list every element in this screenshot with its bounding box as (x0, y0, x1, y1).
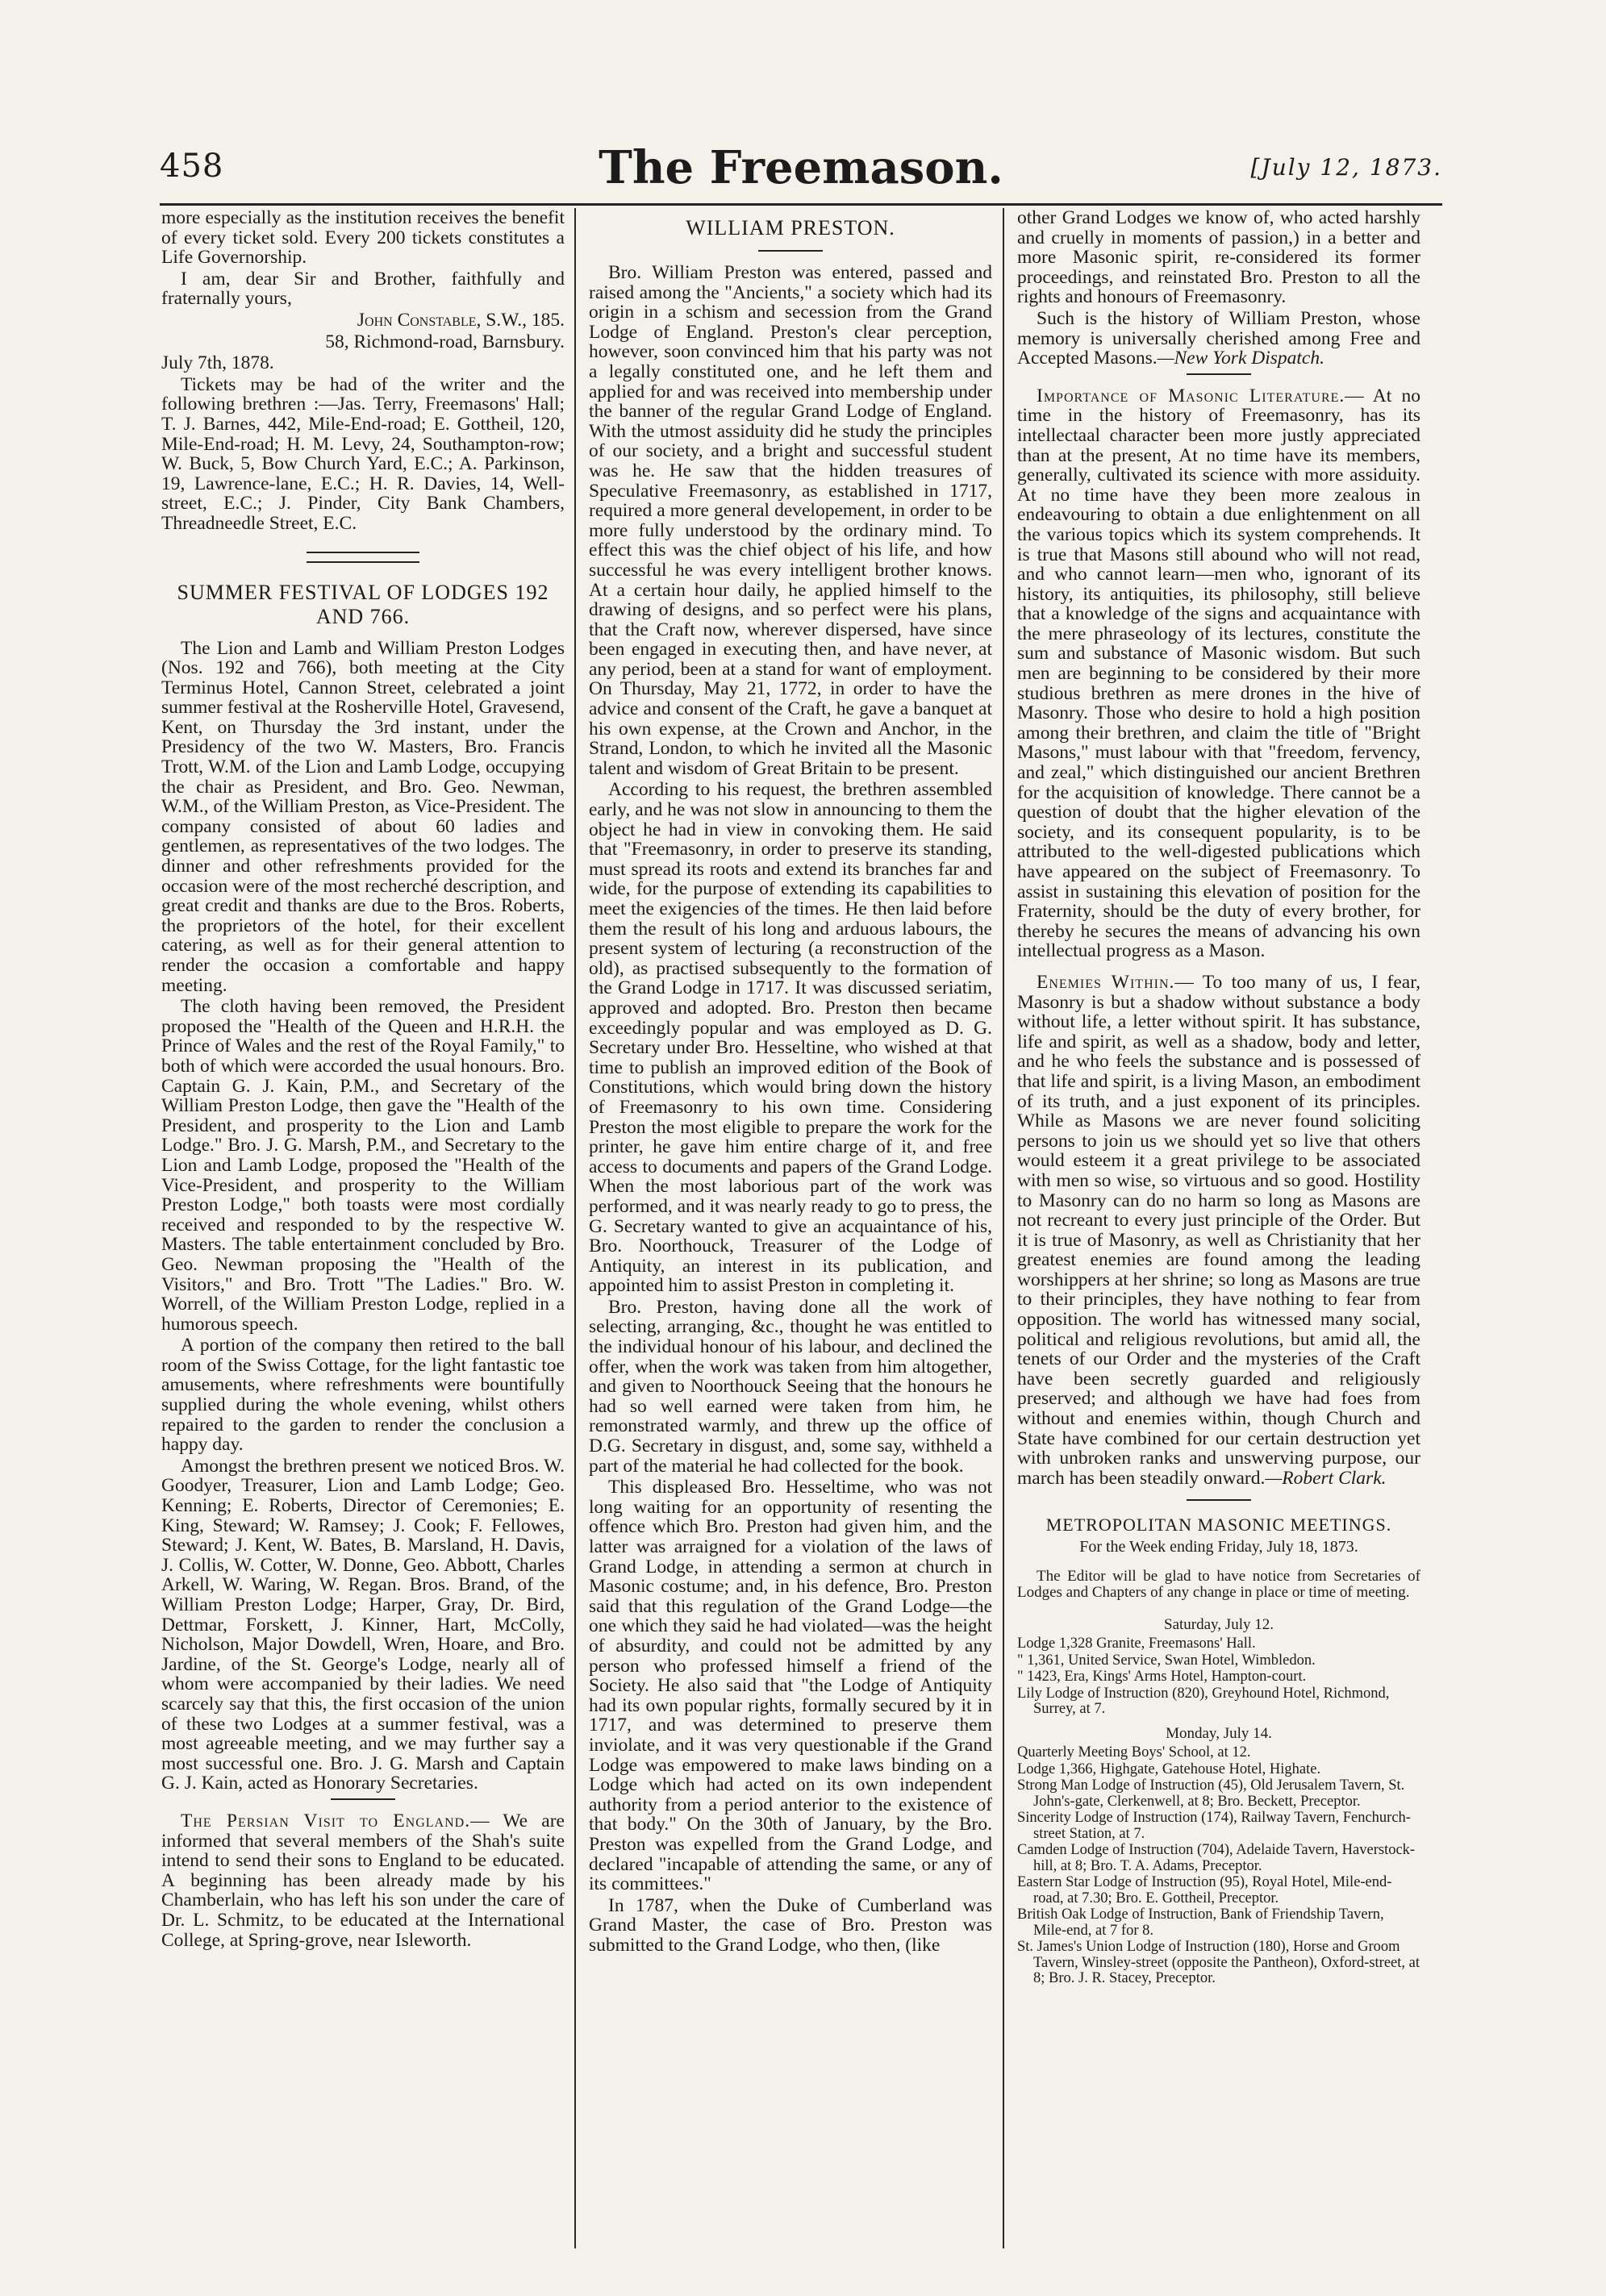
list-item: British Oak Lodge of Instruction, Bank of Friendship Tavern, Mile-end, at 7 for 8. (1017, 1906, 1384, 1939)
list-item: Eastern Star Lodge of Instruction (95), Royal Hotel, Mile-end-road, at 7.30; Bro. E. Gottheil, Preceptor. (1017, 1874, 1392, 1906)
column-right (1017, 208, 1420, 2248)
meetings-subheading: For the Week ending Friday, July 18, 1873. (1079, 1538, 1358, 1556)
page-header (160, 141, 1442, 198)
enemies-paragraph (1017, 973, 1420, 1488)
list-item: Strong Man Lodge of Instruction (45), Old Jerusalem Tavern, St. John's-gate, Clerkenwell, at 8; Bro. Beckett, Preceptor. (1017, 1777, 1405, 1810)
header-rule (160, 203, 1442, 206)
literature-text: — At no time in the history of Freemasonry, has its intellectaal character been more justly appreciated than at the present, At no time have its members, generally, cultivated its science with more assiduity. At no time have they been more zealous in endeavouring to obtain a due enlightenment on all the various topics which its system comprehends. It is true that Masons still abound who will not read, and who cannot learn—men who, ignorant of its history, its antiquities, its philosophy, still believe that a knowledge of the signs and acquaintance with the mere phraseology of its lectures, constitute the sum and substance of Masonic wisdom. But such men are beginning to be considered by their more studious brethren as mere drones in the hive of Masonry. Those who desire to hold a high position among their brethren, and claim the title of "Bright Masons," must labour with that "freedom, fervency, and zeal," which distinguished our ancient Brethren for the acquisition of knowledge. There cannot be a question of doubt that the higher elevation of the society, and its consequent popularity, is to be attributed to the well-digested publications which have appeared on the subject of Freemasonry. To assist in sustaining this elevation of position for the Fraternity, should be the duty of every brother, for thereby he secures the means of advancing his own intellectual progress as a Mason. (1017, 385, 1420, 962)
enemies-source: —Robert Clark. (1265, 1467, 1387, 1489)
literature-paragraph (1017, 386, 1420, 961)
list-item: Lodge 1,366, Highgate, Gatehouse Hotel, Highate. (1017, 1761, 1321, 1777)
preston-paragraph: Bro. Preston, having done all the work of selecting, arranging, &c., thought he was entitled to the individual honour of his labour, and declined the offer, when the work was taken from him altogether, and given to Noorthouck Seeing that the honours he had so well earned were taken from him, he remonstrated warmly, and threw up the office of D.G. Secretary in disgust, and, some say, withheld a part of the material he had collected for the book. (589, 1296, 992, 1477)
preston-paragraph: According to his request, the brethren assembled early, and he was not slow in announcing to them the object he had in view in convoking them. He said that "Freemasonry, in order to preserve its standing, must spread its roots and extend its branches far and wide, for the purpose of extending its capabilities to meet the exigencies of the times. He then laid before them the result of his long and arduous labours, the present system of lecturing (a reconstruction of the old), as practised subsequently to the formation of the Grand Lodge in 1717. It was discussed seriatim, approved and adopted. Bro. Preston then became exceedingly popular and was employed as D. G. Secretary under Bro. Hesseltine, who wished at that time to publish an improved edition of the Book of Constitutions, which would bring down the history of Freemasonry to his own time. Considering Preston the most eligible to prepare the work for the printer, he gave him entire charge of it, and free access to documents and papers of the Grand Lodge. When the most laborious part of the work was performed, and it was nearly ready to go to press, the G. Secretary wanted to give an acquaintance of his, Bro. Noorthouck, Treasurer of the Lodge of Antiquity, an interest in its publication, and appointed him to assist Preston in completing it. (589, 779, 992, 1297)
letter-date: July 7th, 1878. (161, 352, 274, 374)
list-item: Camden Lodge of Instruction (704), Adelaide Tavern, Haverstock-hill, at 8; Bro. T. A. Adams, Preceptor. (1017, 1842, 1416, 1874)
meetings-note: The Editor will be glad to have notice from Secretaries of Lodges and Chapters of any change in place or time of meeting. (1017, 1567, 1420, 1601)
meetings-heading: METROPOLITAN MASONIC MEETINGS. (1045, 1515, 1392, 1536)
masthead: The Freemason. (599, 141, 1003, 194)
section-divider (1187, 1499, 1251, 1501)
column-left (161, 208, 565, 2248)
letter-closing: I am, dear Sir and Brother, faithfully and fraternally yours, (161, 268, 565, 310)
letter-continuation: more especially as the institution receives the benefit of every ticket sold. Every 200 tickets constitutes a Life Governorship. (161, 208, 565, 269)
issue-date: [July 12, 1873. (1250, 154, 1442, 181)
preston-paragraph: In 1787, when the Duke of Cumberland was Grand Master, the case of Bro. Preston was submitted to the Grand Lodge, who then, (like (589, 1894, 992, 1956)
preston-continuation: other Grand Lodges we know of, who acted harshly and cruelly in moments of passion,) in a better and more Masonic spirit, re-considered its former proceedings, and reinstated Bro. Preston to all the rights and honours of Freemasonry. (1017, 208, 1420, 308)
section-divider (331, 1798, 395, 1800)
festival-paragraph: The Lion and Lamb and William Preston Lodges (Nos. 192 and 766), both meeting at the City Terminus Hotel, Cannon Street, celebrated a joint summer festival at the Rosherville Hotel, Gravesend, Kent, on Thursday the 3rd instant, under the Presidency of the two W. Masters, Bro. Francis Trott, W.M. of the Lion and Lamb Lodge, occupying the chair as President, and Bro. Geo. Newman, W.M., of the William Preston, as Vice-President. The company consisted of about 60 ladies and gentlemen, as representatives of the two lodges. The dinner and other refreshments provided for the occasion were of the most recherché description, and great credit and thanks are due to the Bros. Roberts, the proprietors of the hotel, for their excellent catering, as well as for their general attention to render the occasion a comfortable and happy meeting. (161, 637, 565, 996)
festival-paragraph: Amongst the brethren present we noticed Bros. W. Goodyer, Treasurer, Lion and Lamb Lodge; Geo. Kenning; E. Roberts, Director of Ceremonies; E. King, Steward; W. Ramsey; J. Cook; F. Fellowes, Steward; J. Kent, W. Bates, B. Marsland, H. Davis, J. Collis, W. Cotter, W. Donne, Geo. Abbott, Charles Arkell, W. Waring, W. Regan. Bros. Brand, of the William Preston Lodge; Harper, Gray, Dr. Bird, Dettmar, Forskett, J. Kinner, Hart, McColly, Nicholson, Major Dowdell, Wren, Hoare, and Bro. Jardine, of the St. George's Lodge, nearly all of whom were accompanied by their ladies. We need scarcely say that this, the first occasion of the union of these two Lodges at a summer festival, was a most agreeable meeting, and we may further say a most successful one. Bro. J. G. Marsh and Captain G. J. Kain, acted as Honorary Secretaries. (161, 1455, 565, 1794)
enemies-heading: Enemies Within. (1037, 971, 1175, 993)
festival-paragraph: A portion of the company then retired to the ball room of the Swiss Cottage, for the light fantastic toe amusements, where refreshments were bountifully supplied during the whole evening, whilst others repaired to the garden to render the conclusion a happy day. (161, 1335, 565, 1456)
page-number: 458 (160, 148, 224, 185)
monday-list (1017, 1745, 1420, 1987)
saturday-list (1017, 1636, 1420, 1718)
persian-visit-text: — We are informed that several members of the Shah's suite intend to send their sons to England to be educated. A beginning has been already made by his Chamberlain, who has left his son under the care of Dr. L. Schmitz, to be educated at the International College, at Spring-grove, near Isleworth. (161, 1810, 565, 1951)
literature-heading: Importance of Masonic Literature. (1037, 385, 1345, 406)
list-item: Lily Lodge of Instruction (820), Greyhound Hotel, Richmond, Surrey, at 7. (1017, 1685, 1390, 1718)
preston-paragraph: Bro. William Preston was entered, passed and raised among the "Ancients," a society which had its origin in a schism and secession from the Grand Lodge of England. Preston's clear perception, however, soon convinced him that his party was not a legally constituted one, and he left them and applied for and was received into membership under the banner of the regular Grand Lodge of England. With the utmost assiduity did he study the principles of our society, and a bright and successful student was he. He saw that the hidden treasures of Speculative Freemasonry, as established in 1717, required a more general developement, in order to be more fully understood by the ordinary mind. To effect this was the chief object of his life, and how successful he was every intelligent brother knows. At a certain hour daily, he applied himself to the drawing of designs, and so perfect were his plans, that the Craft now, wherever dispersed, have since been engaged in executing then, and have never, at any period, been at a stand for want of employment. On Thursday, May 21, 1772, in order to have the advice and consent of the Craft, he gave a banquet at his own expense, at the Crown and Anchor, in the Strand, London, to which he invited all the Masonic talent and wisdom of Great Britain to be present. (589, 262, 992, 779)
section-divider (1187, 373, 1251, 375)
column-divider (1003, 208, 1004, 2248)
letter-address: 58, Richmond-road, Barnsbury. (325, 331, 565, 352)
preston-heading: WILLIAM PRESTON. (686, 216, 895, 240)
letter-signature: John Constable, S.W., 185. (357, 309, 565, 331)
column-middle (589, 208, 992, 2248)
preston-paragraph: This displeased Bro. Hesseltime, who was not long waiting for an opportunity of resenting the offence which Bro. Preston had given him, and the latter was arraigned for a violation of the laws of Grand Lodge, in attending a sermon at church in Masonic costume; and, in his defence, Bro. Preston said that this regulation of the Grand Lodge—the one which they said he had violated—was the height of absurdity, and could not be admitted by any person who professed himself a friend of the Society. He also said that "the Lodge of Antiquity had its own popular rights, formally secured by it in 1717, and was determined to preserve them inviolate, and it was very questionable if the Grand Lodge was empowered to make laws binding on a Lodge which had acted on its own independent authority from a period anterior to the existence of that body." On the 30th of January, by the Bro. Preston was expelled from the Grand Lodge, and declared "incapable of attending the same, or any of its committees." (589, 1477, 992, 1895)
persian-visit-heading: The Persian Visit to England. (181, 1810, 471, 1831)
festival-paragraph: The cloth having been removed, the President proposed the "Health of the Queen and H.R.H. the Prince of Wales and the rest of the Royal Family," to both of which were accorded the usual honours. Bro. Captain G. J. Kain, P.M., and Secretary of the William Preston Lodge, then gave the "Health of the President, and prosperity to the Lion and Lamb Lodge." Bro. J. G. Marsh, P.M., and Secretary to the Lion and Lamb Lodge, proposed the "Health of the Vice-President, and prosperity to the William Preston Lodge," both toasts were most cordially received and responded to by the respective W. Masters. The table entertainment concluded by Bro. Geo. Newman proposing the "Health of the Visitors," and Bro. Trott "The Ladies." Bro. W. Worrell, of the William Preston Lodge, replied in a humorous speech. (161, 996, 565, 1335)
list-item: " 1423, Era, Kings' Arms Hotel, Hampton-court. (1017, 1669, 1307, 1686)
list-item: Quarterly Meeting Boys' School, at 12. (1017, 1744, 1251, 1761)
list-item: Sincerity Lodge of Instruction (174), Railway Tavern, Fenchurch-street Station, at 7. (1017, 1810, 1411, 1842)
tickets-paragraph: Tickets may be had of the writer and the following brethren :—Jas. Terry, Freemasons' Hall; T. J. Barnes, 442, Mile-End-road; E. Gottheil, 120, Mile-End-road; H. M. Levy, 24, Southampton-row; W. Buck, 5, Bow Church Yard, E.C.; A. Parkinson, 19, Lawrence-lane, E.C.; H. R. Davies, 14, Well-street, E.C.; J. Pinder, City Bank Chambers, Threadneedle Street, E.C. (161, 373, 565, 534)
list-item: Lodge 1,328 Granite, Freemasons' Hall. (1017, 1636, 1256, 1652)
festival-heading: SUMMER FESTIVAL OF LODGES 192 AND 766. (177, 580, 549, 628)
preston-source: —New York Dispatch. (1157, 348, 1324, 369)
enemies-text: — To too many of us, I fear, Masonry is but a shadow without substance a body without life, a letter without spirit. It has substance, life and spirit, as well as a shadow, body and letter, and he who feels the substance and is possessed of that life and spirit, is a living Mason, an embodiment of its truth, and a just exponent of its principles. While as Masons we are never found soliciting persons to join us we should yet so live that others would esteem it a great privilege to be associated with men so wise, so virtuous and so good. Hostility to Masonry can do no harm so long as Masons are not recreant to every just principle of the Order. But it is true of Masonry, as well as Christianity that her greatest enemies are found among the leading worshippers at her shrine; so long as Masons are true to their principles, they have nothing to fear from opposition. The world has witnessed many social, political and religious revolutions, but amid all, the tenets of our Order and the mysteries of the Craft have been secretly guarded and religiously preserved; and although we have had foes from without and enemies within, though Church and State have combined for our certain destruction yet with unbroken ranks and unswerving purpose, our march has been steadily onward. (1017, 971, 1420, 1489)
day-heading: Saturday, July 12. (1164, 1615, 1274, 1633)
column-divider (574, 208, 576, 2248)
day-heading: Monday, July 14. (1166, 1724, 1272, 1742)
section-divider (307, 552, 419, 563)
preston-conclusion-text: Such is the history of William Preston, whose memory is universally cherished among Free and Accepted Masons. (1017, 307, 1420, 369)
list-item: St. James's Union Lodge of Instruction (180), Horse and Groom Tavern, Winsley-street (opposite the Pantheon), Oxford-street, at 8; Bro. J. R. Stacey, Preceptor. (1017, 1939, 1420, 1987)
heading-rule (758, 250, 823, 252)
persian-visit-paragraph (161, 1811, 565, 1950)
list-item: " 1,361, United Service, Swan Hotel, Wimbledon. (1017, 1652, 1316, 1669)
preston-conclusion (1017, 309, 1420, 369)
